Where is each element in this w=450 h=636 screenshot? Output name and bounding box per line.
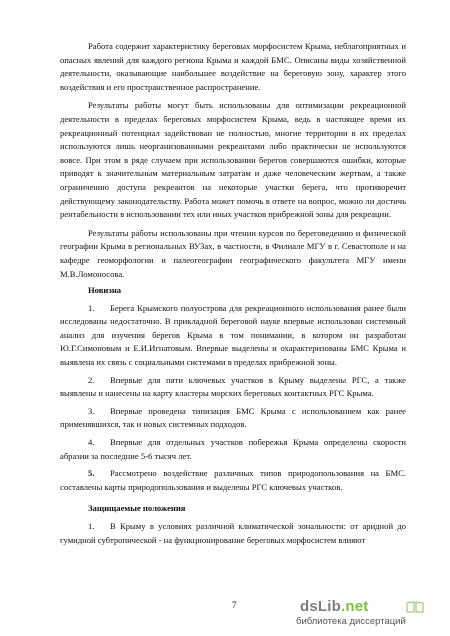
dslib-logo: dsLib.net	[300, 598, 369, 615]
novelty-item-number: 3.	[88, 405, 95, 416]
novelty-item-number: 5.	[88, 468, 95, 479]
novelty-item-number: 2.	[88, 374, 95, 385]
novelty-item-3	[60, 405, 406, 432]
page-number: 7	[232, 600, 237, 610]
intro-paragraph-2: Результаты работы могут быть использованы для оптимизации рекреационной деятельности в пределах береговых морфосистем Крыма, ведь в настоящее время их рекреационный потенциал задействован не полностью, многие территории в их пределах используются лишь неорганизованными рекреантами либо практически не используются вовсе. При этом в ряде случаем при использовании берегов совершаются ошибки, которые приводят к значительным материальным затратам и даже человеческим жертвам, а также ограничению доступа рекреантов на некоторые участки берега, что противоречит действующему законодательству. Работа может помочь в ответе на вопрос, можно ли достичь рентабельности в использовании тех или иных участков прибрежной зоны для рекреации.	[60, 100, 406, 220]
novelty-item-2	[60, 374, 406, 401]
novelty-item-4	[60, 436, 406, 463]
defended-item-number: 1.	[88, 521, 95, 531]
novelty-item-number: 4.	[88, 437, 95, 448]
defended-heading: Защищаемые положения	[88, 503, 186, 514]
intro-paragraph-1: Работа содержит характеристику береговых морфосистем Крыма, неблагоприятных и опасных явлений для каждого региона Крыма и каждой БМС. Описаны виды хозяйственной деятельности, оказывающие наибольшее воздействие на береговую зону, характер этого воздействия и его пространственное распространение.	[60, 41, 406, 92]
defended-item-text: В Крыму в условиях различной климатической зональности: от аридной до гумидной субтропической - на функционирование береговых морфосистем влияют	[60, 521, 406, 545]
novelty-item-text: Впервые для отдельных участков побережья Крыма определены скорости абразии за последние 5-6 тысяч лет.	[60, 437, 406, 461]
dslib-watermark[interactable]	[296, 598, 446, 632]
document-page	[60, 40, 406, 551]
novelty-item-text: Берега Крымского полуострова для рекреационного использования ранее были исследованы недостаточно. В прикладной береговой науке впервые использован системный анализ для изучения берегов Крыма в том понимании, в котором он разработан Ю.Г.Симоновым и Е.И.Игнатовым. Впервые выделены и охарактеризованы БМС Крыма и выявлена их связь с социальными системами в пределах прибрежной зоны.	[60, 302, 406, 368]
novelty-item-1	[60, 302, 406, 370]
novelty-item-text: Рассмотрено воздействие различных типов природопользования на БМС. составлены карты природопользования и выделены РГС ключевых участков.	[60, 468, 406, 492]
dslib-subtitle: библиотека диссертаций	[296, 616, 406, 627]
defended-item-1	[60, 520, 406, 547]
intro-paragraph-3: Результаты работы использованы при чтении курсов по береговедению и физической географии Крыма в региональных ВУЗах, в частности, в Филиале МГУ в г. Севастополе и на кафедре геоморфологии и палеогеографии географического факультета МГУ имени М.В.Ломоносова.	[60, 227, 406, 279]
novelty-item-text: Впервые проведена типизация БМС Крыма с использованием как ранее применявшихся, так и новых системных подходов.	[60, 405, 406, 430]
novelty-item-text: Впервые для пяти ключевых участков в Крыму выделены РГС, а также выявлены и нанесены на карту кластеры морских береговых контактных РГС Крыма.	[60, 374, 406, 399]
novelty-item-5	[60, 467, 406, 494]
novelty-heading: Новизна	[88, 285, 122, 296]
novelty-item-number: 1.	[88, 302, 95, 313]
book-icon	[406, 600, 424, 612]
